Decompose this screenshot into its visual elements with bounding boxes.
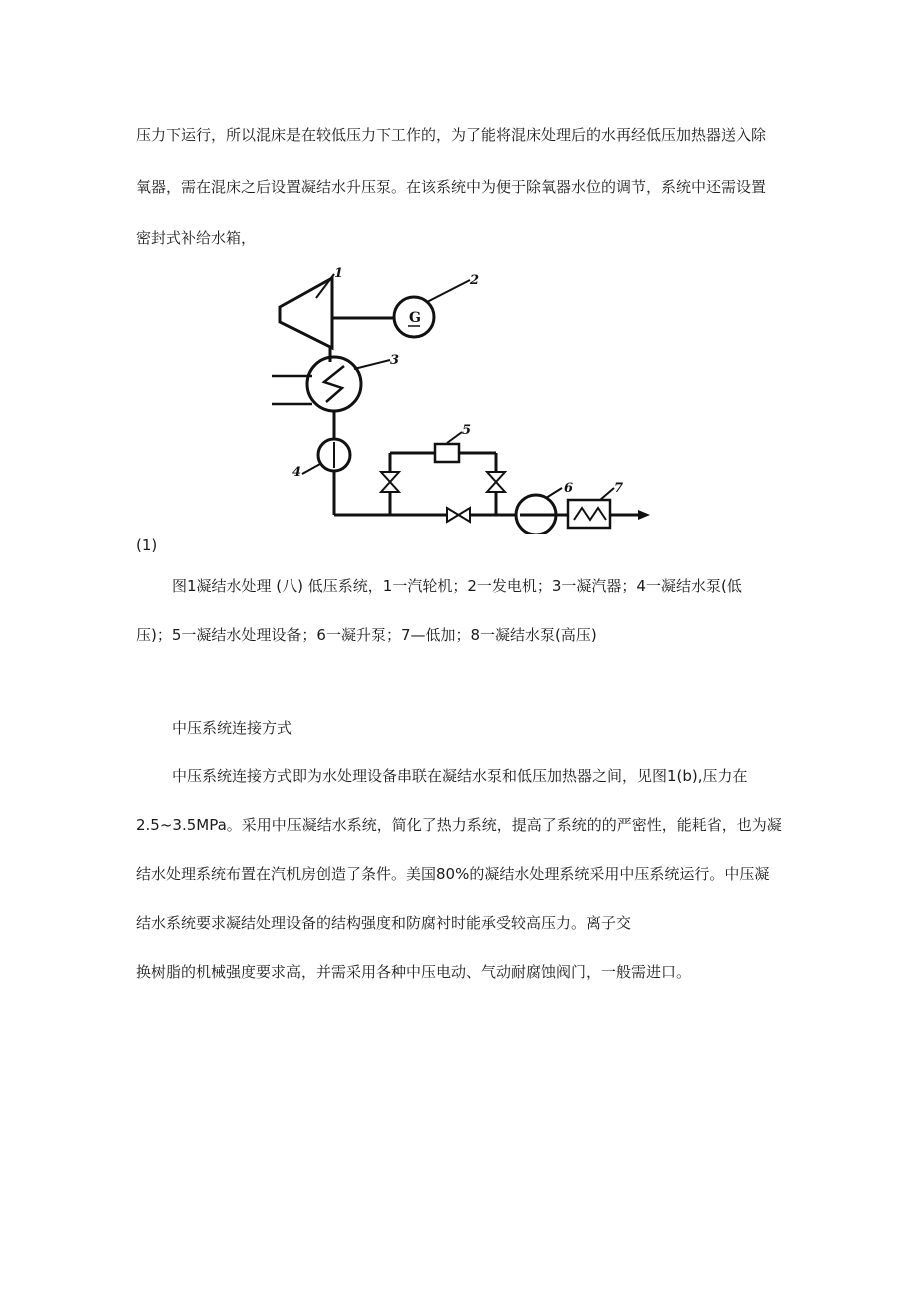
inlet-valve <box>381 472 399 492</box>
text-line: 中压系统连接方式即为水处理设备串联在凝结水泵和低压加热器之间，见图1(b),压力在 <box>172 767 748 785</box>
label-7: 7 <box>614 481 624 496</box>
text-line: 压力下运行，所以混床是在较低压力下工作的，为了能将混床处理后的水再经低压加热器送入除 <box>136 126 767 144</box>
treatment-equipment-symbol <box>435 444 459 462</box>
label-6: 6 <box>564 481 574 496</box>
text-line: 2.5~3.5MPa。采用中压凝结水系统，简化了热力系统，提高了系统的的严密性，能耗省，也为凝 <box>136 816 782 834</box>
label-2: 2 <box>470 273 480 288</box>
label-5: 5 <box>462 423 472 438</box>
text-line: 结水系统要求凝结处理设备的结构强度和防腐衬时能承受较高压力。离子交 <box>136 914 632 932</box>
label-1: 1 <box>334 266 344 281</box>
condensate-system-diagram <box>272 262 650 534</box>
condenser-symbol <box>307 357 361 411</box>
flow-arrow <box>638 510 650 520</box>
label-3: 3 <box>390 353 400 368</box>
outlet-valve <box>487 472 505 492</box>
caption-line: 压)；5一凝结水处理设备；6一凝升泵；7—低加；8一凝结水泵(高压) <box>136 626 597 644</box>
caption-line: 图1凝结水处理 (八) 低压系统，1一汽轮机；2一发电机；3一凝汽器；4一凝结水泵(低 <box>172 577 742 595</box>
label-4: 4 <box>292 465 302 480</box>
text-line: 结水处理系统布置在汽机房创造了条件。美国80%的凝结水处理系统采用中压系统运行。中压凝 <box>136 865 770 883</box>
bypass-valve <box>447 508 470 522</box>
text-line: 氧器，需在混床之后设置凝结水升压泵。在该系统中为便于除氧器水位的调节，系统中还需设置 <box>136 178 767 196</box>
condenser-coil <box>324 366 344 402</box>
text-line: 密封式补给水箱， <box>136 229 257 247</box>
text-line: 换树脂的机械强度要求高，并需采用各种中压电动、气动耐腐蚀阀门，一般需进口。 <box>136 963 692 981</box>
generator-letter: G <box>409 310 421 326</box>
figure-sub-label: (1) <box>136 536 158 554</box>
section-heading: 中压系统连接方式 <box>172 719 293 737</box>
low-pressure-heater-symbol <box>568 500 610 528</box>
